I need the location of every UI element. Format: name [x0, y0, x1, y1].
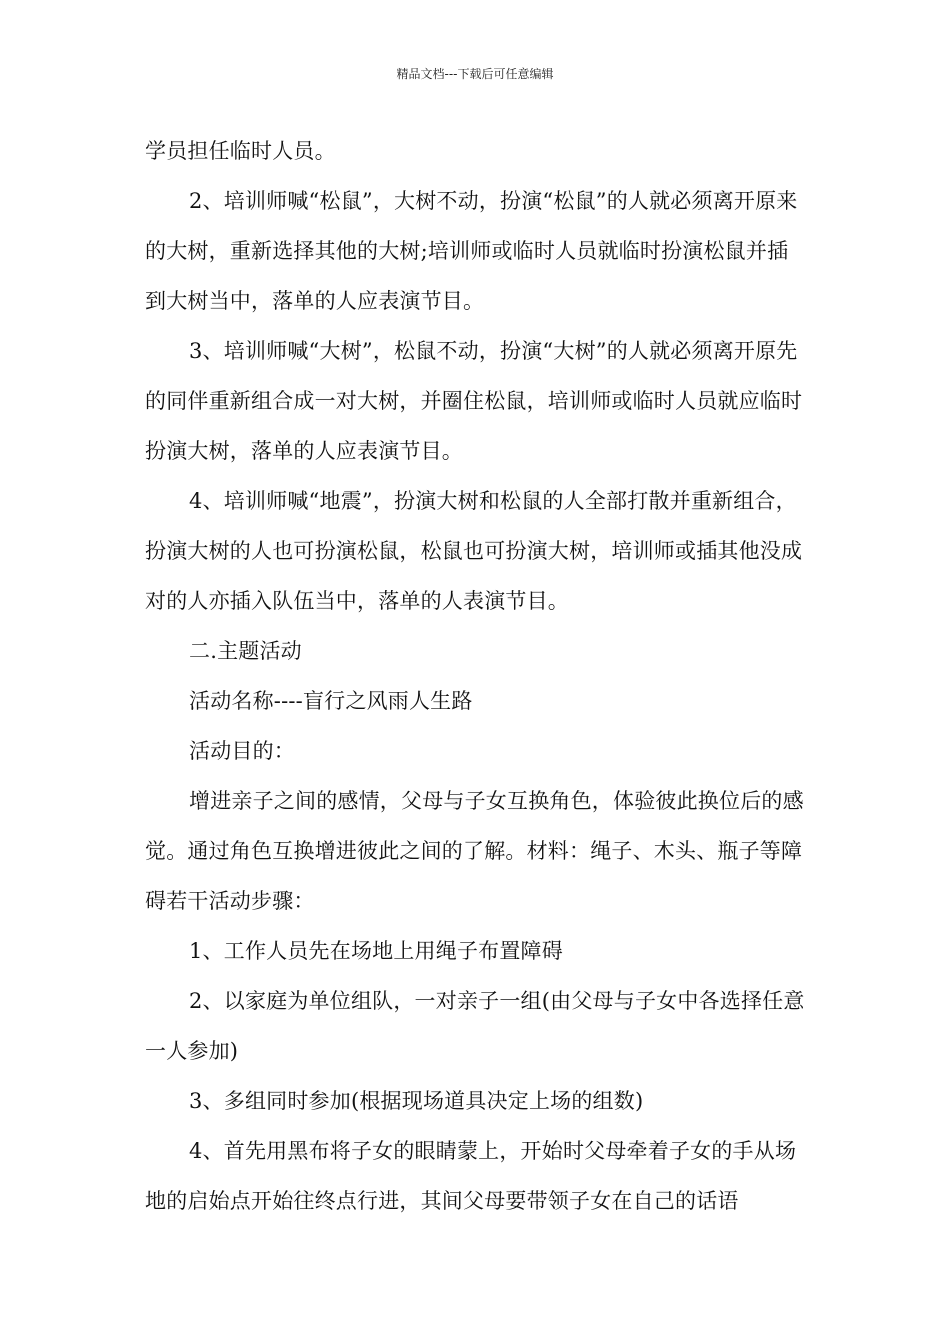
step-2: 2、以家庭为单位组队，一对亲子一组(由父母与子女中各选择任意一人参加) [145, 989, 805, 1063]
step-4: 4、首先用黑布将子女的眼睛蒙上，开始时父母牵着子女的手从场地的启始点开始往终点行进，其间父母要带领子女在自己的话语 [145, 1139, 797, 1213]
paragraph-1: 学员担任临时人员。 [145, 139, 336, 163]
section-heading: 二.主题活动 [189, 639, 302, 663]
document-body [145, 126, 805, 1226]
activity-name: 活动名称----盲行之风雨人生路 [189, 689, 473, 713]
activity-purpose: 增进亲子之间的感情，父母与子女互换角色，体验彼此换位后的感觉。通过角色互换增进彼此之间的了解。材料：绳子、木头、瓶子等障碍若干活动步骤： [145, 789, 804, 913]
paragraph-2: 2、培训师喊“松鼠”，大树不动，扮演“松鼠”的人就必须离开原来的大树，重新选择其他的大树;培训师或临时人员就临时扮演松鼠并插到大树当中，落单的人应表演节目。 [145, 189, 798, 313]
paragraph-4: 4、培训师喊“地震”，扮演大树和松鼠的人全部打散并重新组合，扮演大树的人也可扮演松鼠，松鼠也可扮演大树，培训师或插其他没成对的人亦插入队伍当中，落单的人表演节目。 [145, 489, 803, 613]
activity-purpose-label: 活动目的： [189, 739, 295, 763]
step-3: 3、多组同时参加(根据现场道具决定上场的组数) [189, 1089, 644, 1113]
paragraph-3: 3、培训师喊“大树”，松鼠不动，扮演“大树”的人就必须离开原先的同伴重新组合成一对大树，并圈住松鼠，培训师或临时人员就应临时扮演大树，落单的人应表演节目。 [145, 339, 803, 463]
page-header: 精品文档---下载后可任意编辑 [396, 67, 554, 81]
step-1: 1、工作人员先在场地上用绳子布置障碍 [189, 939, 563, 963]
